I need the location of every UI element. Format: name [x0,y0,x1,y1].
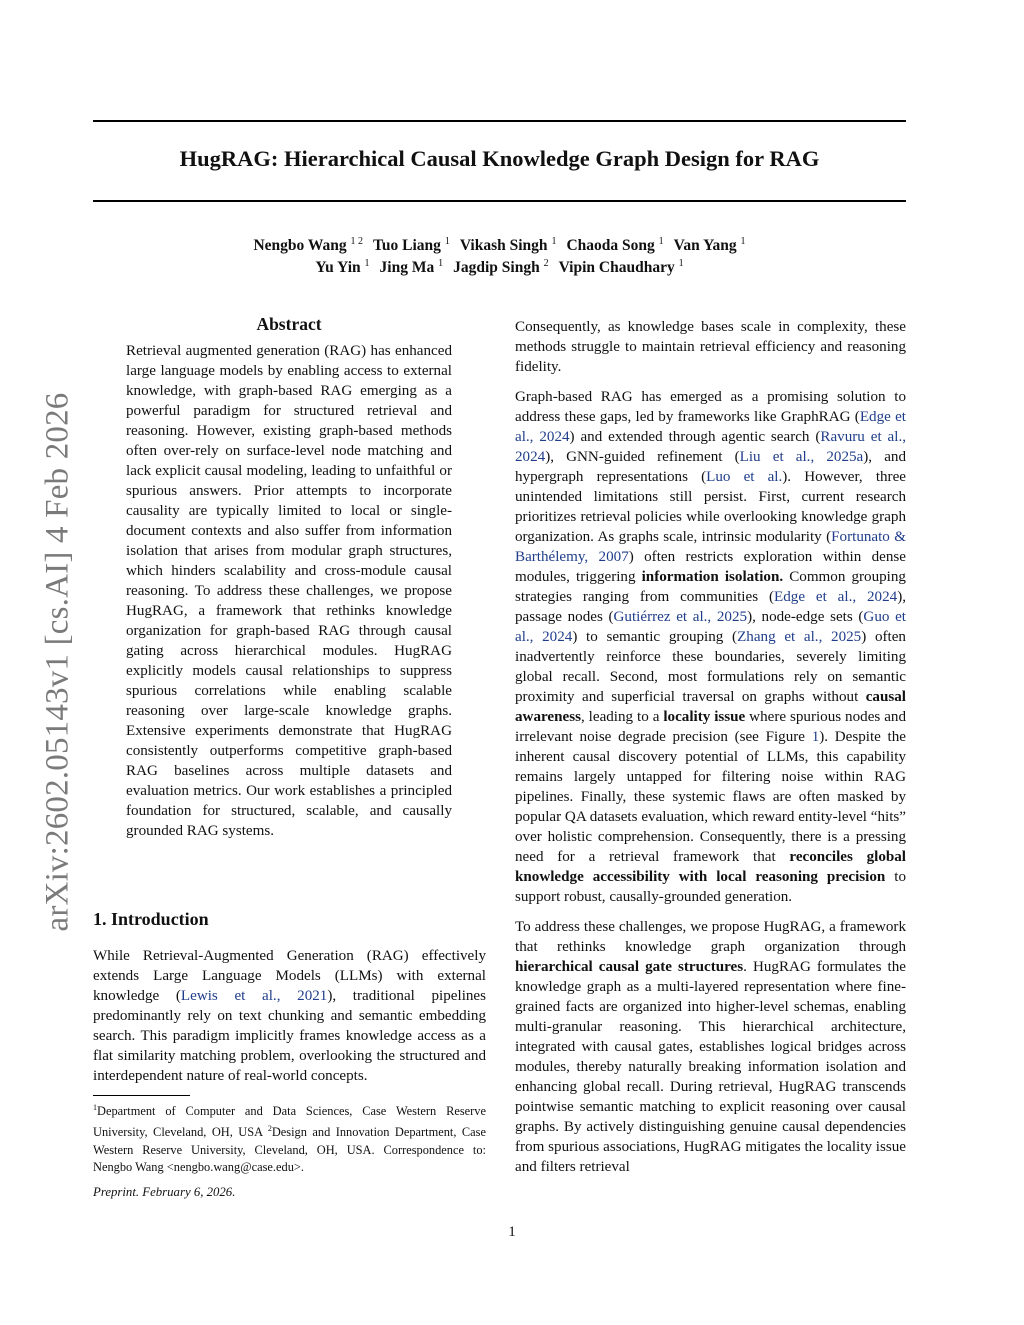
affiliation-footnote [93,1099,486,1176]
author-list [93,236,906,255]
author-name [253,236,363,255]
bold-term: causal awareness [515,689,906,725]
abstract-body [126,341,452,841]
author-affiliation: 1 [740,236,746,247]
body-text: to support robust, causally-grounded generation. [515,869,907,905]
footnote-marker: 2 [267,1124,272,1134]
citation-link[interactable]: Fortunato & Barthélemy, 2007 [515,529,906,565]
author-name [674,236,746,255]
body-text: ) to semantic grouping ( [572,629,738,645]
footnote-text: Department of Computer and Data Sciences, Case Western Reserve University, Cleveland, OH, USA [93,1104,486,1140]
citation-link[interactable]: Edge et al., 2024 [774,589,898,605]
body-text: ), and hypergraph representations ( [515,449,907,485]
citation-link[interactable]: Liu et al., 2025a [739,449,864,465]
body-text: where spurious nodes and irrelevant noise degrade precision (see Figure [515,709,906,745]
body-text: ). However, three unintended limitations still persist. First, current research prioritizes retrieval policies while overlooking knowledge graph organization. As graphs scale, intrinsic modularity ( [515,469,906,545]
citation-link[interactable]: Zhang et al., 2025 [737,629,862,645]
author-name [315,258,369,277]
body-text: . HugRAG formulates the knowledge graph as a multi-layered representation where fine-grained facts are organized into higher-level schemas, enabling multi-granular reasoning. This hierarchical architecture, integrated with causal gates, establishes logical bridges across modules, thereby naturally breaking information isolation and enhancing global recall. During retrieval, HugRAG transcends pointwise semantic matching to explicit reasoning over causal graphs. By actively distinguishing genuine causal dependencies from spurious associations, HugRAG mitigates the locality issue and filters retrieval [515,959,906,1175]
citation-link[interactable]: Gutiérrez et al., 2025 [613,609,748,625]
section-heading: 1. Introduction [93,909,209,929]
citation-link[interactable]: Luo et al. [706,469,783,485]
bold-term: reconciles global knowledge accessibility with local reasoning precision [515,849,907,885]
paper-title: HugRAG: Hierarchical Causal Knowledge Graph Design for RAG [179,146,820,171]
author-list [93,258,906,277]
author-name-text: Vikash Singh [459,237,548,255]
paragraph: Consequently, as knowledge bases scale in complexity, these methods struggle to maintain retrieval efficiency and reasoning fidelity. [515,319,906,375]
bold-term: locality issue [663,709,746,725]
citation-link[interactable]: Ravuru et al., 2024 [515,429,906,465]
intro-text: While Retrieval-Augmented Generation (RAG) effectively extends Large Language Models (LLMs) with external knowledge ( [93,948,486,1004]
author-name-text: Chaoda Song [566,237,655,255]
body-text: Common grouping strategies ranging from communities ( [515,569,906,605]
author-name-text: Jagdip Singh [453,259,540,277]
body-text: ) and extended through agentic search ( [569,429,821,445]
title-top-rule [93,120,906,122]
body-text: ) often restricts exploration within dense modules, triggering [515,549,906,585]
preprint-date: Preprint. February 6, 2026. [93,1185,236,1199]
citation-link[interactable]: Lewis et al., 2021 [180,988,328,1004]
author-affiliation: 1 [551,236,557,247]
author-name-text: Nengbo Wang [253,237,347,255]
footnote-rule [93,1095,190,1096]
footnote-marker: 1 [93,1103,97,1112]
author-name [460,236,557,255]
body-text: Graph-based RAG has emerged as a promising solution to address these gaps, led by frameworks like GraphRAG ( [515,389,906,425]
figure-reference-link[interactable]: 1 [811,729,820,745]
author-affiliation: 2 [543,258,549,269]
author-name-text: Yu Yin [315,259,361,277]
page-number: 1 [508,1224,516,1240]
body-text: To address these challenges, we propose HugRAG, a framework that rethinks knowledge graph organization through [515,919,906,955]
abstract-heading: Abstract [256,314,322,334]
author-affiliation: 1 [444,236,450,247]
author-name-text: Jing Ma [379,259,435,277]
footnote-text: Design and Innovation Department, Case Western Reserve University, Cleveland, OH, USA. Correspondence to: Nengbo Wang <nengbo.wang@case.edu>. [93,1125,486,1174]
body-text: ). Despite the inherent causal discovery potential of LLMs, this capability remains largely untapped for filtering noise within RAG pipelines. Finally, these systemic flaws are often masked by popular QA datasets evaluation, which reward entity-level “hits” over holistic comprehension. Consequently, there is a pressing need for a retrieval framework that [515,729,906,865]
author-affiliation: 1 [364,258,370,269]
right-column [515,317,906,1177]
abstract-text: Retrieval augmented generation (RAG) has enhanced large language models by enabling access to external knowledge, with graph-based RAG emerging as a powerful paradigm for structured retrieval and reasoning. However, existing graph-based methods often over-rely on surface-level node matching and lack explicit causal modeling, leading to unfaithful or spurious answers. Prior attempts to incorporate causality are typically limited to local or single-document contexts and also suffer from information isolation that arises from modular graph structures, which hinders scalability and cross-module causal reasoning. To address these challenges, we propose HugRAG, a framework that rethinks knowledge organization for graph-based RAG through causal gating across hierarchical modules. HugRAG explicitly models causal relationships to suppress spurious correlations while enabling scalable reasoning over large-scale knowledge graphs. Extensive experiments demonstrate that HugRAG consistently outperforms competitive graph-based RAG baselines across multiple datasets and evaluation metrics. Our work establishes a principled foundation for structured, scalable, and causally grounded RAG systems. [126,343,452,839]
bold-term: hierarchical causal gate structures [515,959,744,975]
author-affiliation: 1 [658,236,664,247]
author-name [380,258,444,277]
title-bottom-rule [93,200,906,202]
author-affiliation: 1 [438,258,444,269]
body-text: ), node-edge sets ( [747,609,864,625]
body-text: , leading to a [580,709,664,725]
author-name [373,236,450,255]
intro-text: ), traditional pipelines predominantly rely on text chunking and semantic embedding search. This paradigm implicitly frames knowledge access as a flat similarity matching problem, overlooking the structured and interdependent nature of real-world concepts. [93,988,487,1084]
author-name [453,258,548,277]
intro-paragraph [93,946,486,1086]
author-name-text: Tuo Liang [373,237,441,255]
author-name [559,258,684,277]
paragraph [515,917,906,1177]
citation-link[interactable]: Edge et al., 2024 [515,409,906,445]
author-name-text: Van Yang [673,237,737,255]
author-affiliation: 1 2 [350,236,363,247]
author-name-text: Vipin Chaudhary [558,259,675,277]
body-text: ), GNN-guided refinement ( [545,449,740,465]
citation-link[interactable]: Guo et al., 2024 [515,609,906,645]
body-text: ) often inadvertently reinforce these boundaries, severely limiting global recall. Second, most formulations rely on semantic proximity and superficial traversal on graphs without [515,629,906,705]
body-text: ), passage nodes ( [515,589,907,625]
paragraph [515,387,906,907]
bold-term: information isolation. [641,569,784,585]
arxiv-identifier: arXiv:2602.05143v1 [cs.AI] 4 Feb 2026 [39,392,76,932]
author-affiliation: 1 [678,258,684,269]
author-name [566,236,663,255]
